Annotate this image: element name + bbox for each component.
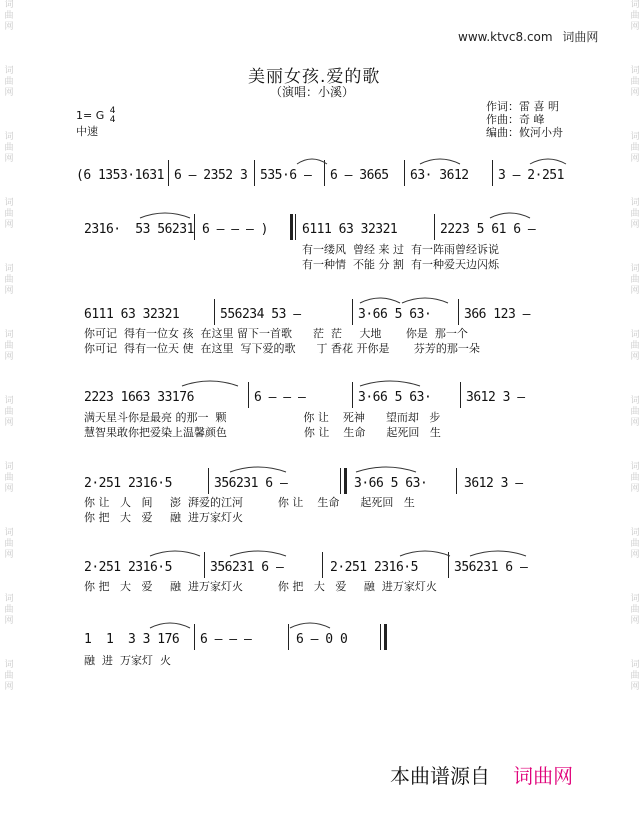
measure: 3·66 5 63· [358, 307, 432, 322]
lyricist-credit: 作词：雷 喜 明 [486, 100, 559, 113]
site-url: www.ktvc8.com [458, 30, 553, 44]
lyric-verse-1: 融 进 万家灯 火 [84, 654, 171, 667]
measure: (6 1353·1631 [76, 168, 164, 183]
measure: 2223 1663 33176 [84, 390, 194, 405]
slur [140, 213, 190, 218]
site-name: 词曲网 [562, 30, 599, 44]
measure: 6 – – – [200, 632, 252, 647]
lyric-verse-2: 有一种情 不能 分 割 有一种爱天边闪烁 [302, 258, 499, 271]
measure: 356231 6 – [210, 560, 284, 575]
measure: 6 – 2352 3 [174, 168, 248, 183]
source-brand[interactable]: 词曲网 [513, 764, 574, 788]
slur [297, 159, 327, 164]
slur [290, 623, 330, 628]
source-credit [390, 760, 573, 789]
measure: 535·6 – [260, 168, 312, 183]
slur [150, 623, 190, 628]
measure: 366 123 – [464, 307, 530, 322]
slur [182, 381, 238, 386]
slur [230, 467, 286, 472]
measure: 6 – – – [254, 390, 306, 405]
lyric-verse-1: 你 让 人 间 澎 湃爱的江河 你 让 生命 起死回 生 [84, 496, 415, 509]
slur [360, 381, 420, 386]
measure: 6111 63 32321 [84, 307, 180, 322]
slur [420, 159, 460, 164]
lyric-verse-1: 满天星斗你是最亮 的那一 颗 你 让 死神 望而却 步 [84, 411, 441, 424]
measure: 6 – – – ) [202, 222, 268, 237]
measure: 356231 6 – [214, 476, 288, 491]
tempo-marking: 中速 [76, 125, 98, 138]
measure: 2223 5 61 6 – [440, 222, 536, 237]
measure: 2316· 53 56231 [84, 222, 194, 237]
measure: 6111 63 32321 [302, 222, 398, 237]
measure: 2·251 2316·5 [84, 560, 172, 575]
arranger-credit: 编曲：攸河小舟 [486, 126, 563, 139]
slur [470, 551, 526, 556]
measure: 2·251 2316·5 [84, 476, 172, 491]
singer-credit: （演唱：小溪） [270, 85, 355, 99]
slur [150, 551, 200, 556]
measure: 3612 3 – [466, 390, 525, 405]
measure: 3·66 5 63· [358, 390, 432, 405]
time-signature-top: 4 [109, 106, 116, 116]
lyric-verse-2: 你 把 大 爱 融 进万家灯火 [84, 511, 243, 524]
measure: 356231 6 – [454, 560, 528, 575]
measure: 3 – 2·251 [498, 168, 564, 183]
measure: 2·251 2316·5 [330, 560, 418, 575]
measure: 6 – 3665 [330, 168, 389, 183]
measure: 3612 3 – [464, 476, 523, 491]
lyric-verse-2: 慧智果敢你把爱染上温馨颜色 你 让 生命 起死回 生 [84, 426, 441, 439]
slur [400, 551, 450, 556]
measure: 556234 53 – [220, 307, 301, 322]
slur [230, 551, 286, 556]
measure: 3·66 5 63· [354, 476, 428, 491]
lyric-verse-2: 你可记 得有一位天 使 在这里 写下爱的歌 丁 香花 开你是 芬芳的那一朵 [84, 342, 480, 355]
slur [402, 298, 448, 303]
measure: 6 – 0 0 [296, 632, 348, 647]
lyric-verse-1: 你 把 大 爱 融 进万家灯火 你 把 大 爱 融 进万家灯火 [84, 580, 437, 593]
side-watermark-right: 词 曲 网 词 曲 网 词 曲 网 词 曲 网 词 曲 网 词 曲 网 词 曲 网 词 曲 网 词 曲 网 词 曲 网 词 曲 网 [630, 0, 640, 692]
composer-credit: 作曲：奇 峰 [486, 113, 545, 126]
slur [530, 159, 566, 164]
side-watermark-left: 词 曲 网 词 曲 网 词 曲 网 词 曲 网 词 曲 网 词 曲 网 词 曲 网 词 曲 网 词 曲 网 词 曲 网 词 曲 网 [4, 0, 14, 692]
lyric-verse-1: 有一缕风 曾经 来 过 有一阵雨曾经诉说 [302, 243, 499, 256]
slur [490, 213, 530, 218]
lyric-verse-1: 你可记 得有一位女 孩 在这里 留下一首歌 茫 茫 大地 你是 那一个 [84, 327, 468, 340]
measure: 63· 3612 [410, 168, 469, 183]
slur [360, 298, 400, 303]
source-label: 本曲谱源自 [390, 764, 490, 788]
slur [356, 467, 416, 472]
key-label: 1= G [76, 109, 105, 122]
song-title: 美丽女孩.爱的歌 [248, 67, 381, 87]
measure: 1 1 3 3 176 [84, 632, 180, 647]
time-signature-bottom: 4 [109, 115, 116, 125]
